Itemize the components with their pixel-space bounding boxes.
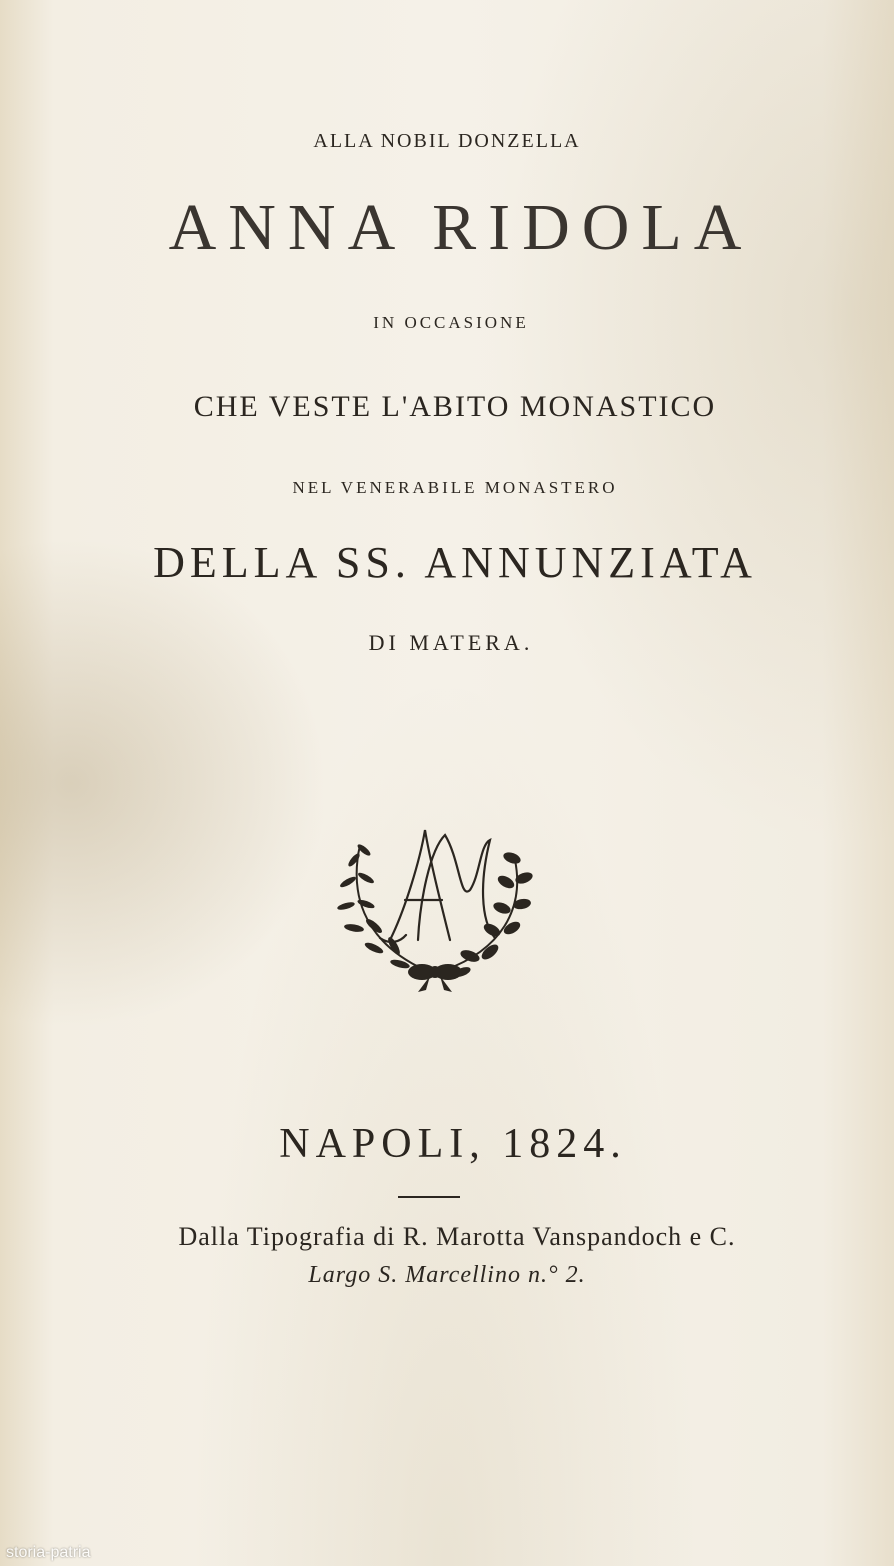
monogram-wreath-icon [330, 820, 540, 995]
recipient-name: ANNA RIDOLA [168, 191, 754, 264]
dedication-line: ALLA NOBIL DONZELLA [313, 130, 581, 152]
church-line: DELLA SS. ANNUNZIATA [153, 538, 757, 587]
imprint-place-year: NAPOLI, 1824. [279, 1121, 627, 1167]
watermark-text: storia-patria [6, 1544, 91, 1561]
address-line: Largo S. Marcellino n.° 2. [308, 1262, 586, 1288]
printer-line: Dalla Tipografia di R. Marotta Vanspandoch e C. [178, 1222, 736, 1251]
occasion-line: IN OCCASIONE [373, 313, 529, 332]
habit-line: CHE VESTE L'ABITO MONASTICO [193, 390, 717, 423]
monastery-line: NEL VENERABILE MONASTERO [292, 478, 618, 497]
city-line: DI MATERA. [368, 630, 534, 655]
divider-rule [398, 1196, 460, 1198]
